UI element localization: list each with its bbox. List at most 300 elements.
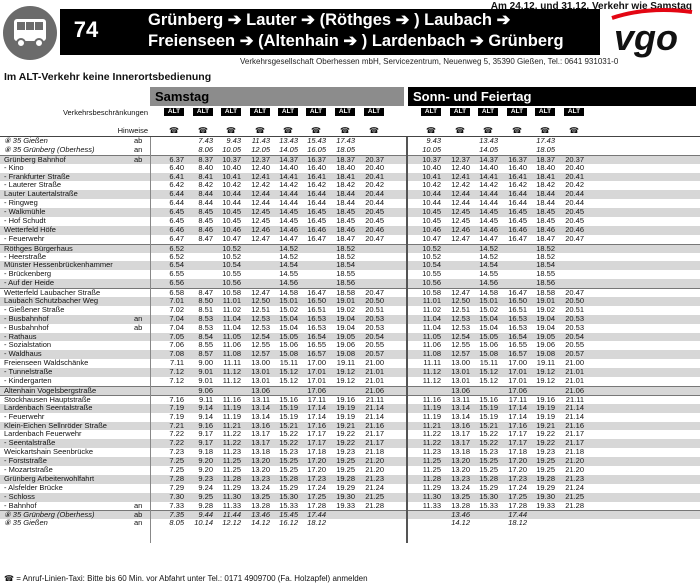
departure-time: 10.54: [422, 260, 441, 270]
departure-time: 21.23: [365, 473, 384, 483]
departure-time: 12.54: [451, 331, 470, 341]
stop-name: - Kindergarten: [4, 377, 52, 386]
departure-time: 10.55: [422, 269, 441, 279]
departure-time: 12.51: [451, 304, 470, 314]
departure-time: 20.46: [565, 224, 584, 234]
table-row: [0, 279, 700, 288]
departure-time: 16.42: [508, 180, 527, 190]
stop-name: Lauter Lautertalstraße: [4, 190, 78, 199]
departure-time: 19.06: [536, 340, 555, 350]
stop-name: ⑧ 35 Grünberg (Oberhess): [4, 511, 95, 520]
departure-time: 18.46: [536, 224, 555, 234]
departure-time: 9.11: [198, 394, 213, 404]
departure-time: 16.41: [307, 171, 326, 181]
departure-time: 11.28: [422, 473, 441, 483]
departure-time: 17.06: [508, 385, 527, 395]
departure-time: 20.50: [365, 296, 384, 306]
taxi-phone-icon: ☎: [283, 126, 293, 135]
departure-time: 12.44: [251, 198, 270, 208]
departure-time: 18.37: [336, 154, 355, 164]
departure-time: 12.47: [251, 288, 270, 298]
departure-time: 11.19: [222, 411, 241, 421]
departure-time: 20.44: [565, 198, 584, 208]
stop-name: - Heerstraße: [4, 252, 47, 261]
alt-marker: ALT: [478, 108, 498, 116]
arrival-departure-flag: ab: [134, 322, 143, 332]
departure-time: 7.12: [169, 367, 184, 377]
departure-time: 14.45: [279, 207, 298, 217]
taxi-phone-icon: ☎: [569, 126, 579, 135]
departure-time: 15.04: [479, 313, 498, 323]
departure-time: 21.01: [365, 367, 384, 377]
departure-time: 14.05: [279, 144, 298, 154]
departure-time: 7.04: [169, 322, 184, 332]
departure-time: 19.21: [336, 420, 355, 430]
departure-time: 16.51: [307, 304, 326, 314]
departure-time: 20.41: [365, 171, 384, 181]
departure-time: 21.06: [565, 385, 584, 395]
departure-time: 15.25: [279, 456, 298, 466]
departure-time: 14.41: [279, 171, 298, 181]
column-divider: [150, 137, 151, 543]
departure-time: 6.37: [169, 154, 184, 164]
departure-time: 10.37: [222, 154, 241, 164]
departure-time: 20.53: [565, 322, 584, 332]
timetable-rows: [0, 137, 700, 528]
departure-time: 13.20: [251, 456, 270, 466]
saturday-header: Samstag: [150, 87, 404, 106]
departure-time: 18.44: [336, 198, 355, 208]
departure-time: 17.24: [508, 482, 527, 492]
departure-time: 19.22: [336, 429, 355, 439]
departure-time: 13.14: [251, 402, 270, 412]
departure-time: 20.41: [565, 171, 584, 181]
departure-time: 19.11: [336, 358, 355, 368]
departure-time: 19.25: [536, 456, 555, 466]
departure-time: 19.25: [536, 464, 555, 474]
departure-time: 17.43: [336, 136, 355, 145]
departure-time: 10.55: [222, 269, 241, 279]
departure-time: 17.11: [508, 394, 527, 404]
departure-time: 14.54: [279, 260, 298, 270]
departure-time: 21.00: [365, 358, 384, 368]
departure-time: 16.47: [508, 233, 527, 243]
stop-name: - Waldhaus: [4, 350, 42, 359]
departure-time: 17.01: [307, 367, 326, 377]
departure-time: 16.53: [508, 313, 527, 323]
departure-time: 10.44: [422, 198, 441, 208]
departure-time: 11.11: [423, 358, 441, 368]
departure-time: 20.44: [365, 198, 384, 208]
departure-time: 15.02: [479, 304, 498, 314]
departure-time: 15.23: [479, 447, 498, 457]
departure-time: 21.20: [365, 456, 384, 466]
departure-time: 19.12: [536, 367, 555, 377]
table-row: [0, 386, 700, 395]
departure-time: 9.01: [198, 367, 213, 377]
departure-time: 18.05: [536, 144, 555, 154]
departure-time: 12.44: [451, 198, 470, 208]
departure-time: 10.54: [222, 260, 241, 270]
departure-time: 15.12: [279, 376, 298, 386]
stop-name: ⑧ 35 Grünberg (Oberhess): [4, 145, 95, 154]
departure-time: 21.01: [365, 376, 384, 386]
departure-time: 11.16: [222, 394, 241, 404]
departure-time: 19.12: [336, 376, 355, 386]
departure-time: 14.45: [279, 216, 298, 226]
departure-time: 19.21: [536, 420, 555, 430]
departure-time: 15.11: [279, 358, 298, 368]
stop-name: Grünberg Arbeiterwohlfahrt: [4, 474, 95, 483]
departure-time: 13.14: [251, 411, 270, 421]
departure-time: 19.28: [336, 473, 355, 483]
departure-time: 13.24: [451, 482, 470, 492]
arrival-departure-flag: ab: [134, 510, 143, 520]
departure-time: 21.24: [365, 482, 384, 492]
departure-time: 19.19: [536, 402, 555, 412]
departure-time: 16.57: [508, 349, 527, 359]
departure-time: 19.33: [536, 500, 555, 510]
departure-time: 21.14: [365, 402, 384, 412]
departure-time: 19.23: [536, 447, 555, 457]
departure-time: 7.23: [169, 447, 184, 457]
departure-time: 13.46: [451, 510, 470, 520]
departure-time: 18.42: [336, 180, 355, 190]
departure-time: 20.42: [565, 180, 584, 190]
taxi-phone-icon: ☎: [169, 126, 179, 135]
departure-time: 8.47: [198, 288, 213, 298]
departure-time: 15.43: [307, 136, 326, 145]
departure-time: 14.52: [479, 251, 498, 261]
departure-time: 9.18: [198, 447, 213, 457]
table-row: [0, 510, 700, 519]
stop-name: - Feuerwehr: [4, 412, 45, 421]
departure-time: 11.21: [222, 420, 241, 430]
arrival-departure-flag: ab: [134, 154, 143, 164]
departure-time: 13.28: [451, 500, 470, 510]
departure-time: 14.40: [479, 162, 498, 172]
departure-time: 9.24: [198, 482, 213, 492]
stop-name: ⑧ 35 Gießen: [4, 137, 48, 145]
departure-time: 15.29: [479, 482, 498, 492]
departure-time: 13.01: [251, 367, 270, 377]
departure-time: 7.12: [169, 376, 184, 386]
departure-time: 15.04: [279, 313, 298, 323]
departure-time: 18.41: [536, 171, 555, 181]
departure-time: 18.54: [536, 260, 555, 270]
departure-time: 7.16: [169, 394, 184, 404]
departure-time: 11.22: [222, 438, 241, 448]
departure-time: 21.20: [565, 456, 584, 466]
departure-time: 12.57: [451, 349, 470, 359]
departure-time: 14.37: [279, 154, 298, 164]
departure-time: 7.11: [169, 358, 184, 368]
departure-time: 16.47: [307, 233, 326, 243]
departure-time: 15.04: [279, 322, 298, 332]
departure-time: 19.19: [536, 411, 555, 421]
departure-time: 11.29: [222, 482, 241, 492]
departure-time: 14.52: [279, 243, 298, 253]
departure-time: 21.25: [565, 491, 584, 501]
departure-time: 8.40: [198, 162, 213, 172]
departure-time: 13.17: [451, 438, 470, 448]
departure-time: 9.00: [198, 358, 213, 368]
departure-time: 19.29: [536, 482, 555, 492]
departure-time: 20.54: [365, 331, 384, 341]
departure-time: 11.25: [422, 464, 441, 474]
alt-marker: ALT: [564, 108, 584, 116]
departure-time: 12.45: [451, 216, 470, 226]
departure-time: 12.37: [451, 154, 470, 164]
departure-time: 21.14: [365, 411, 384, 421]
departure-time: 19.33: [336, 500, 355, 510]
taxi-phone-icon: ☎: [512, 126, 522, 135]
departure-time: 19.23: [336, 447, 355, 457]
departure-time: 15.21: [479, 420, 498, 430]
departure-time: 15.30: [279, 491, 298, 501]
departure-time: 16.50: [508, 296, 527, 306]
departure-time: 17.00: [307, 358, 326, 368]
departure-time: 16.51: [508, 304, 527, 314]
taxi-phone-icon: ☎: [426, 126, 436, 135]
departure-time: 11.28: [222, 473, 241, 483]
departure-time: 7.04: [169, 313, 184, 323]
departure-time: 21.17: [565, 429, 584, 439]
departure-time: 10.42: [222, 180, 241, 190]
departure-time: 17.25: [307, 491, 326, 501]
departure-time: 19.25: [336, 456, 355, 466]
departure-time: 15.12: [479, 376, 498, 386]
departure-time: 15.33: [279, 500, 298, 510]
stop-name: - Schloss: [4, 492, 35, 501]
departure-time: 12.55: [251, 340, 270, 350]
departure-time: 10.41: [422, 171, 441, 181]
departure-time: 18.05: [336, 144, 355, 154]
departure-time: 13.01: [451, 376, 470, 386]
departure-time: 6.56: [169, 278, 184, 288]
departure-time: 13.06: [451, 385, 470, 395]
departure-time: 11.06: [222, 340, 241, 350]
departure-time: 8.44: [198, 198, 213, 208]
departure-time: 20.37: [365, 154, 384, 164]
departure-time: 20.53: [365, 322, 384, 332]
departure-time: 13.24: [251, 482, 270, 492]
departure-time: 20.57: [565, 349, 584, 359]
departure-time: 20.57: [365, 349, 384, 359]
departure-time: 21.17: [365, 429, 384, 439]
departure-time: 16.40: [307, 162, 326, 172]
departure-time: 15.25: [279, 464, 298, 474]
departure-time: 12.45: [251, 207, 270, 217]
departure-time: 21.18: [365, 447, 384, 457]
departure-time: 18.37: [536, 154, 555, 164]
alt-marker: ALT: [335, 108, 355, 116]
departure-time: 12.47: [251, 233, 270, 243]
departure-time: 18.54: [336, 260, 355, 270]
departure-time: 15.05: [479, 331, 498, 341]
departure-time: 12.47: [451, 233, 470, 243]
departure-time: 21.00: [565, 358, 584, 368]
departure-time: 14.44: [479, 198, 498, 208]
departure-time: 17.20: [307, 464, 326, 474]
departure-time: 16.44: [508, 189, 527, 199]
departure-time: 13.00: [251, 358, 270, 368]
departure-time: 20.46: [365, 224, 384, 234]
departure-time: 16.50: [307, 296, 326, 306]
departure-time: 16.54: [508, 331, 527, 341]
departure-time: 10.45: [422, 207, 441, 217]
departure-time: 9.16: [198, 420, 213, 430]
departure-time: 17.20: [307, 456, 326, 466]
departure-time: 18.45: [336, 207, 355, 217]
departure-time: 11.04: [222, 322, 241, 332]
stop-name: - Sozialstation: [4, 341, 52, 350]
departure-time: 15.33: [479, 500, 498, 510]
alt-note: Im ALT-Verkehr keine Innerortsbedienung: [4, 71, 212, 83]
stop-name: Laubach Schutzbacher Weg: [4, 297, 99, 306]
departure-time: 6.45: [169, 207, 184, 217]
departure-time: 21.17: [365, 438, 384, 448]
departure-time: 12.55: [451, 340, 470, 350]
departure-time: 17.14: [508, 411, 527, 421]
departure-time: 16.45: [508, 216, 527, 226]
stop-name: Lardenbach Seentalstraße: [4, 403, 93, 412]
departure-time: 20.50: [565, 296, 584, 306]
departure-time: 17.14: [307, 411, 326, 421]
departure-time: 21.16: [365, 420, 384, 430]
departure-time: 6.58: [169, 288, 184, 298]
stop-name: Wetterfeld Laubacher Straße: [4, 289, 101, 298]
departure-time: 11.11: [223, 358, 241, 368]
alt-marker: ALT: [278, 108, 298, 116]
departure-time: 20.55: [565, 340, 584, 350]
departure-time: 7.02: [169, 304, 184, 314]
departure-time: 20.53: [565, 313, 584, 323]
departure-time: 14.12: [451, 518, 470, 528]
departure-time: 16.47: [508, 288, 527, 298]
departure-time: 11.01: [422, 296, 441, 306]
departure-time: 6.45: [169, 216, 184, 226]
departure-time: 11.08: [222, 349, 241, 359]
departure-time: 7.05: [169, 331, 184, 341]
departure-time: 17.18: [307, 447, 326, 457]
departure-time: 6.46: [169, 224, 184, 234]
departure-time: 10.05: [222, 144, 241, 154]
departure-time: 13.18: [251, 447, 270, 457]
departure-time: 18.45: [536, 207, 555, 217]
departure-time: 7.30: [169, 491, 184, 501]
stop-name: Stockhausen Hauptstraße: [4, 395, 91, 404]
departure-time: 9.14: [198, 402, 213, 412]
departure-time: 10.40: [422, 162, 441, 172]
departure-time: 17.20: [508, 464, 527, 474]
departure-time: 11.19: [222, 402, 241, 412]
departure-time: 13.28: [251, 500, 270, 510]
restrictions-label: Verkehrsbeschränkungen: [62, 108, 148, 117]
departure-time: 11.22: [422, 438, 441, 448]
departure-time: 6.44: [169, 189, 184, 199]
departure-time: 17.28: [508, 500, 527, 510]
departure-time: 21.06: [365, 385, 384, 395]
departure-time: 19.04: [336, 313, 355, 323]
taxi-phone-icon: ☎: [369, 126, 379, 135]
stop-name: ⑧ 35 Gießen: [4, 519, 48, 528]
departure-time: 10.58: [222, 288, 241, 298]
departure-time: 15.12: [279, 367, 298, 377]
departure-time: 15.25: [479, 464, 498, 474]
departure-time: 10.52: [422, 243, 441, 253]
departure-time: 17.23: [307, 473, 326, 483]
departure-time: 15.28: [279, 473, 298, 483]
departure-time: 10.44: [222, 189, 241, 199]
departure-time: 14.58: [279, 288, 298, 298]
departure-time: 16.55: [508, 340, 527, 350]
departure-time: 11.25: [222, 464, 241, 474]
departure-time: 12.44: [451, 189, 470, 199]
stop-name: - Auf der Heide: [4, 279, 55, 288]
departure-time: 16.54: [307, 331, 326, 341]
departure-time: 8.53: [198, 313, 213, 323]
departure-time: 14.45: [479, 216, 498, 226]
departure-time: 12.44: [251, 189, 270, 199]
departure-time: 20.51: [565, 304, 584, 314]
sunday-header: Sonn- und Feiertag: [408, 87, 696, 106]
departure-time: 11.12: [222, 367, 241, 377]
timetable-header: [0, 0, 700, 72]
departure-time: 15.04: [479, 322, 498, 332]
departure-time: 20.51: [365, 304, 384, 314]
departure-time: 17.14: [508, 402, 527, 412]
departure-time: 17.28: [307, 500, 326, 510]
departure-time: 19.28: [536, 473, 555, 483]
departure-time: 7.19: [169, 402, 184, 412]
departure-time: 15.30: [479, 491, 498, 501]
departure-time: 20.42: [365, 180, 384, 190]
departure-time: 18.45: [336, 216, 355, 226]
hints-label: Hinweise: [117, 126, 148, 135]
departure-time: 16.44: [508, 198, 527, 208]
departure-time: 13.14: [451, 402, 470, 412]
departure-time: 19.01: [536, 296, 555, 306]
departure-time: 15.19: [479, 411, 498, 421]
alt-marker: ALT: [535, 108, 555, 116]
alt-marker: ALT: [364, 108, 384, 116]
departure-time: 19.29: [336, 482, 355, 492]
departure-time: 10.45: [222, 207, 241, 217]
departure-time: 11.33: [422, 500, 441, 510]
departure-time: 18.52: [336, 243, 355, 253]
departure-time: 14.56: [279, 278, 298, 288]
departure-time: 17.17: [508, 429, 527, 439]
departure-time: 17.25: [508, 491, 527, 501]
departure-time: 8.46: [198, 224, 213, 234]
departure-time: 13.11: [451, 394, 470, 404]
departure-time: 18.40: [336, 162, 355, 172]
departure-time: 16.37: [508, 154, 527, 164]
departure-time: 16.53: [307, 322, 326, 332]
departure-time: 12.12: [222, 518, 241, 528]
departure-time: 6.54: [169, 260, 184, 270]
departure-time: 10.40: [222, 162, 241, 172]
departure-time: 7.08: [169, 349, 184, 359]
departure-time: 11.30: [222, 491, 241, 501]
departure-time: 14.56: [479, 278, 498, 288]
departure-time: 21.28: [365, 500, 384, 510]
departure-time: 10.45: [422, 216, 441, 226]
departure-time: 11.19: [422, 411, 441, 421]
departure-time: 9.06: [198, 385, 213, 395]
departure-time: 17.24: [307, 482, 326, 492]
